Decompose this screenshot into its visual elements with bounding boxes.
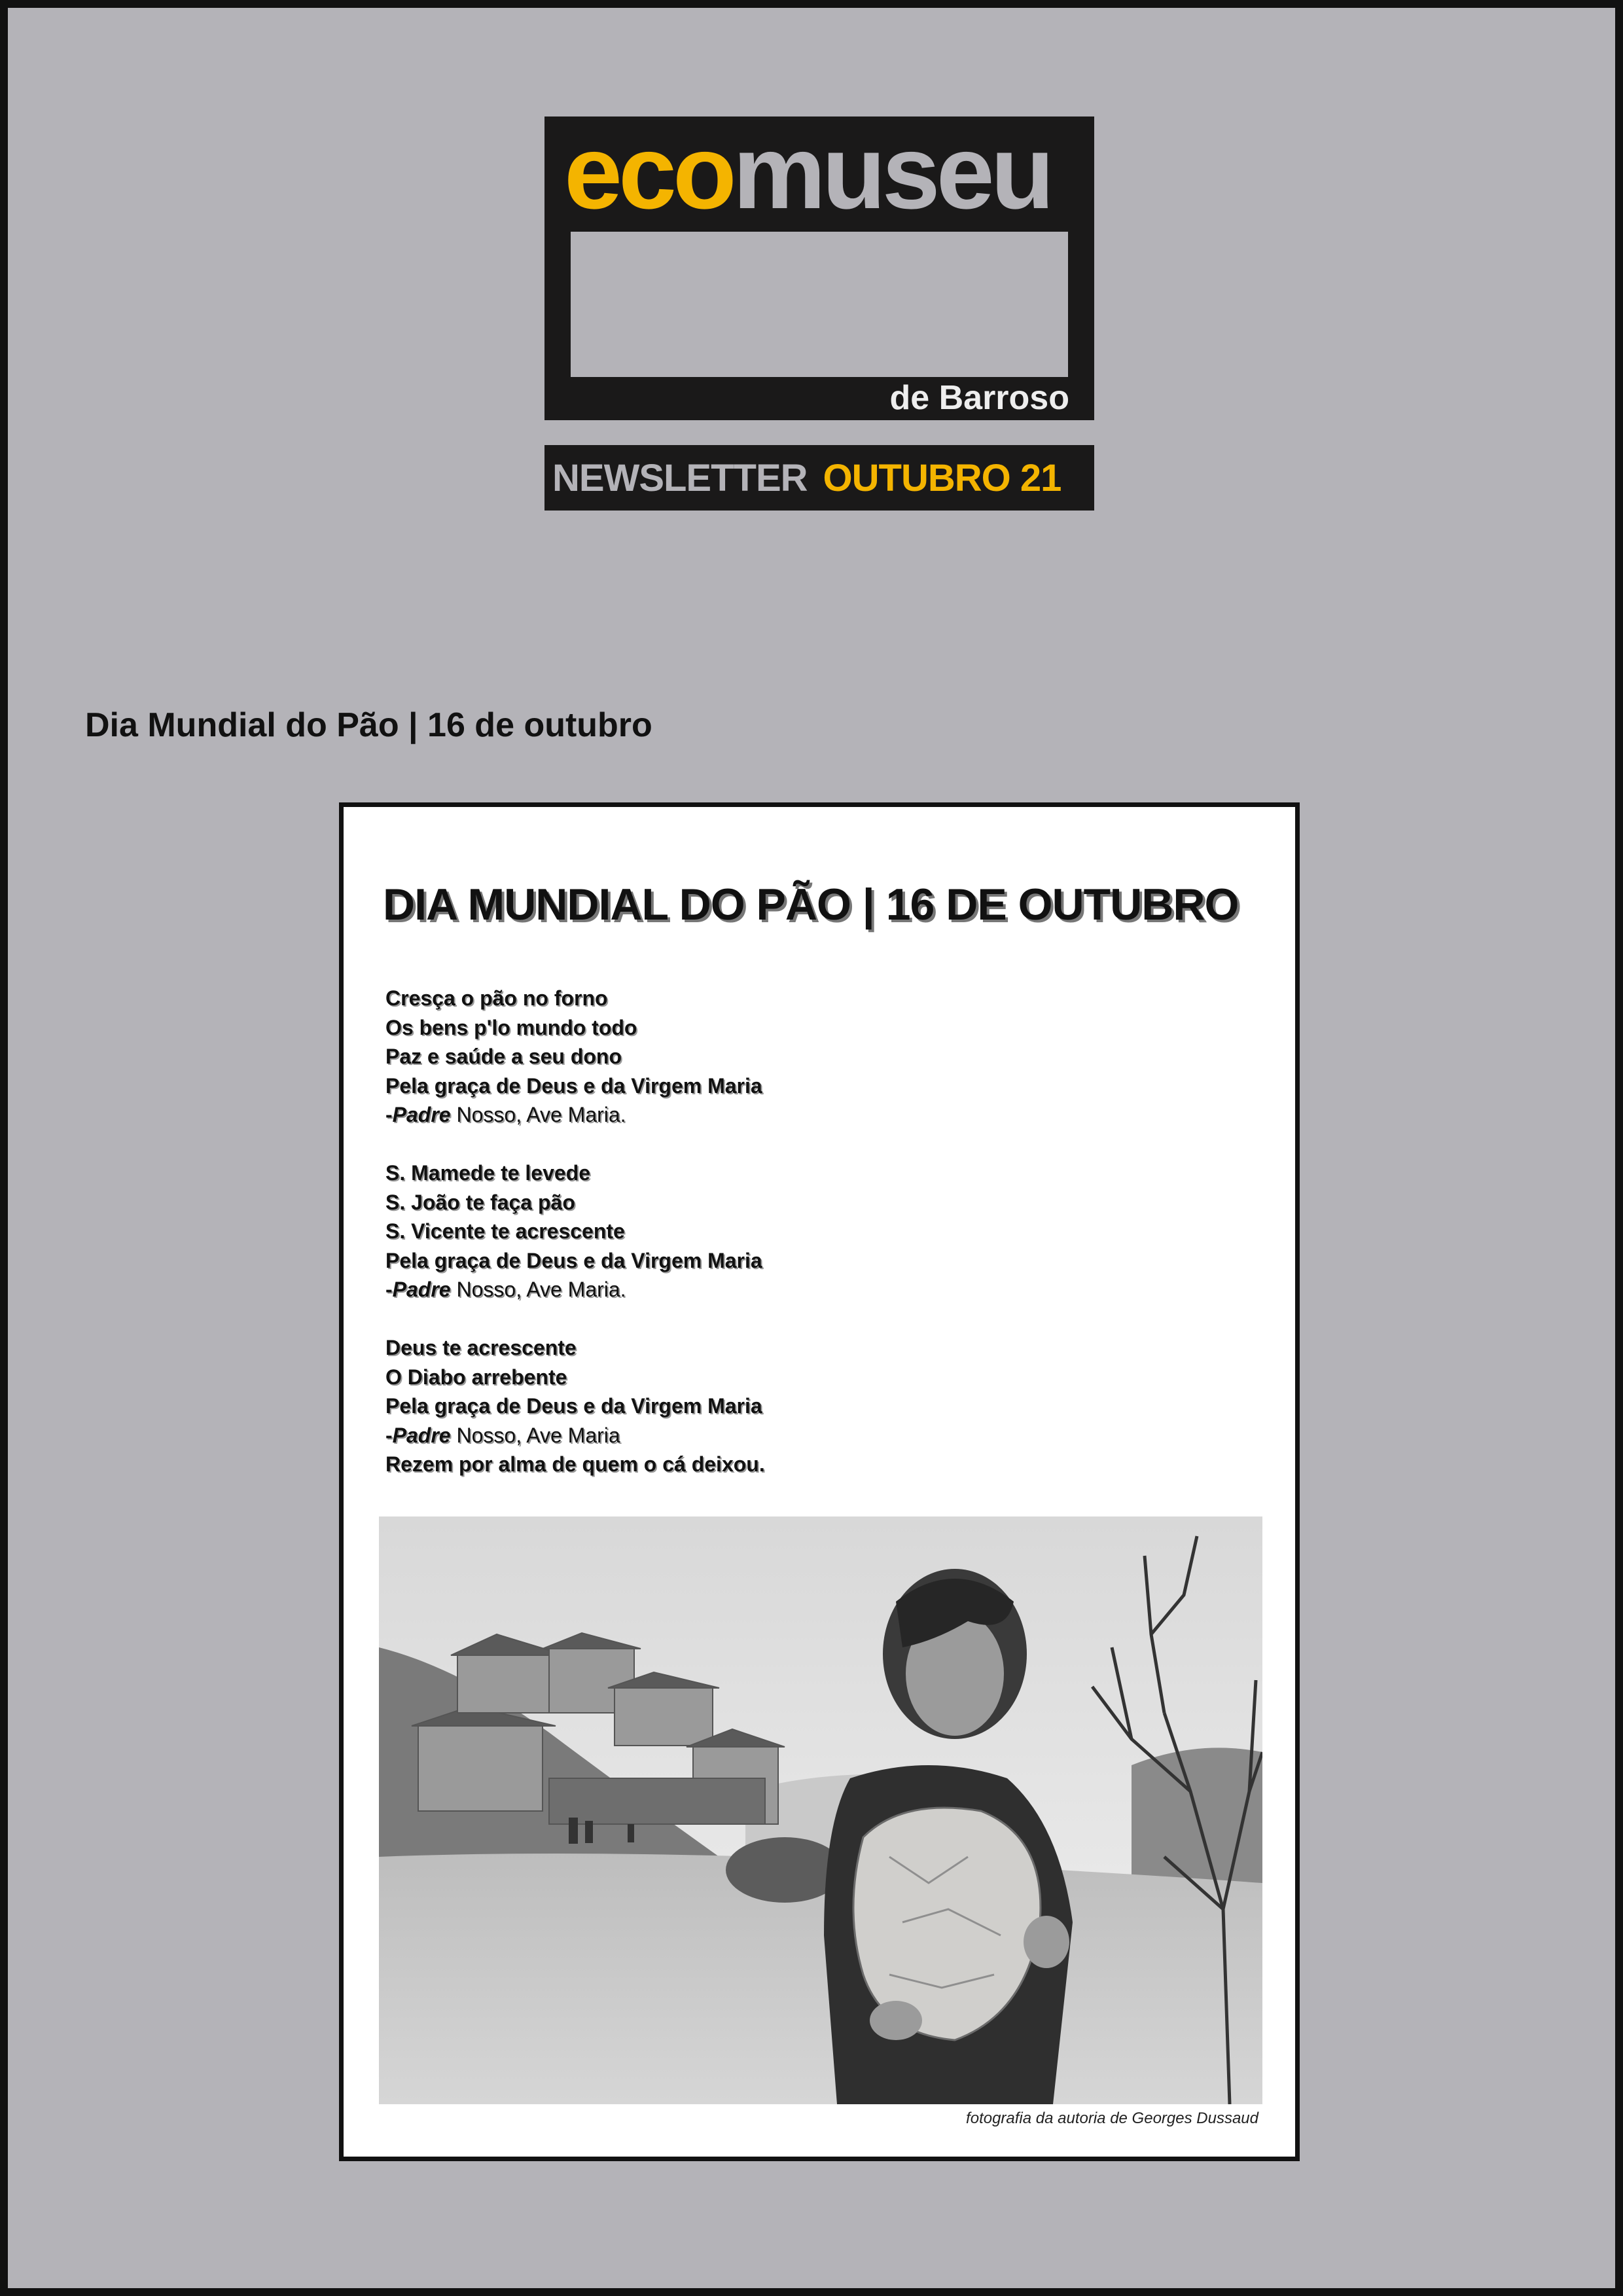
logo-wordmark <box>564 113 1051 230</box>
poem-dash: - <box>385 1423 393 1447</box>
poem-emphasis: Padre <box>392 1103 451 1126</box>
poem-line: Pela graça de Deus e da Virgem Maria <box>385 1248 762 1272</box>
poem-line: Paz e saúde a seu dono <box>385 1045 622 1068</box>
poem-emphasis: Padre <box>392 1278 451 1301</box>
poem-stanza-1 <box>385 984 762 1130</box>
photo-credit: fotografia da autoria de Georges Dussaud <box>966 2109 1258 2127</box>
poem-line: Cresça o pão no forno <box>385 986 608 1010</box>
newsletter-label: NEWSLETTER <box>552 456 808 499</box>
section-heading: Dia Mundial do Pão | 16 de outubro <box>85 706 652 744</box>
poem-line: O Diabo arrebente <box>385 1365 567 1389</box>
poem-line <box>385 1100 762 1130</box>
poem-dash: - <box>385 1278 393 1301</box>
poem-line: S. Mamede te levede <box>385 1161 591 1185</box>
poem-line: Pela graça de Deus e da Virgem Maria <box>385 1073 762 1098</box>
photo-child-with-bread <box>379 1516 1262 2104</box>
poster <box>339 802 1300 2161</box>
poem-stanza-2 <box>385 1158 762 1304</box>
poster-title: DIA MUNDIAL DO PÃO | 16 DE OUTUBRO <box>383 880 1239 929</box>
poem-line <box>385 1275 762 1304</box>
logo-window <box>571 232 1068 377</box>
poem-line: Rezem por alma de quem o cá deixou. <box>385 1452 765 1476</box>
logo-subtitle: de Barroso <box>889 379 1069 417</box>
poem-dash: - <box>385 1103 393 1126</box>
poem-line: S. Vicente te acrescente <box>385 1219 625 1243</box>
issue-date: OUTUBRO 21 <box>823 456 1061 499</box>
poem-line: S. João te faça pão <box>385 1190 575 1214</box>
logo-eco: eco <box>564 113 733 230</box>
poem-emphasis: Padre <box>392 1423 451 1447</box>
poem-line-rest: Nosso, Ave Maria. <box>450 1278 626 1301</box>
ecomuseu-logo <box>544 113 1094 420</box>
poem-line-rest: Nosso, Ave Maria <box>450 1423 620 1447</box>
poem-line <box>385 1421 765 1450</box>
newsletter-issue-bar <box>544 445 1094 511</box>
poem-line: Deus te acrescente <box>385 1336 577 1359</box>
logo-museu: museu <box>732 113 1051 230</box>
poem-line-rest: Nosso, Ave Maria. <box>450 1103 626 1126</box>
poem-line: Pela graça de Deus e da Virgem Maria <box>385 1394 762 1418</box>
poem-stanza-3 <box>385 1333 765 1479</box>
poem-line: Os bens p'lo mundo todo <box>385 1015 637 1039</box>
